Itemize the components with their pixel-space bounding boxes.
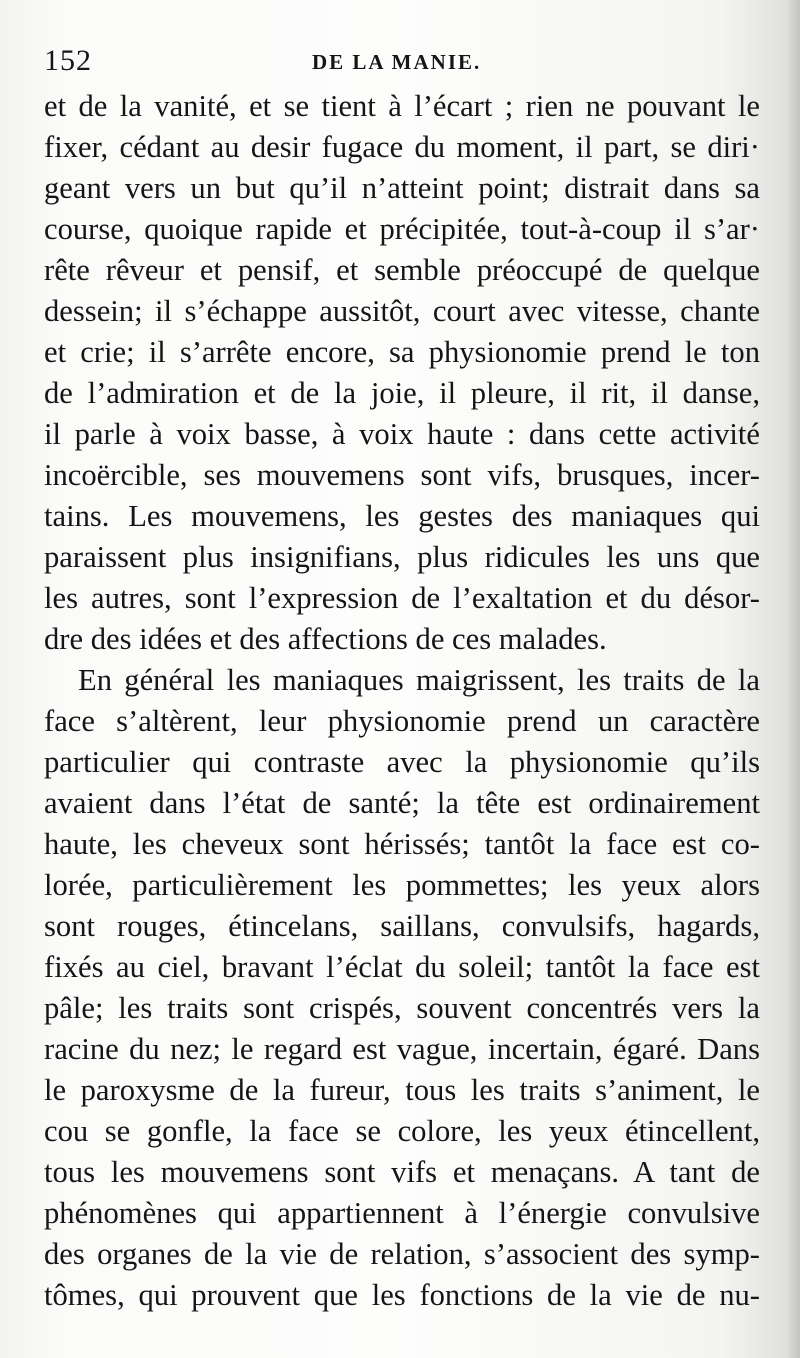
text-line: et crie; il s’arrête encore, sa physionomie prend le ton: [44, 335, 760, 369]
text-line: tous les mouvemens sont vifs et menaçans. A tant de: [44, 1155, 760, 1189]
text-line: dre des idées et des affections de ces malades.: [44, 622, 607, 656]
running-title: DE LA MANIE.: [312, 50, 482, 74]
text-line: haute, les cheveux sont hérissés; tantôt la face est co-: [44, 827, 760, 861]
text-line: particulier qui contraste avec la physionomie qu’ils: [44, 745, 760, 779]
text-line: de l’admiration et de la joie, il pleure, il rit, il danse,: [44, 376, 760, 410]
text-line: fixer, cédant au desir fugace du moment, il part, se diri·: [44, 130, 760, 164]
text-line: phénomènes qui appartiennent à l’énergie convulsive: [44, 1196, 760, 1230]
text-line: sont rouges, étincelans, saillans, convulsifs, hagards,: [44, 909, 760, 943]
paragraph-1: [44, 86, 760, 660]
body-text: [44, 86, 760, 1316]
text-line: dessein; il s’échappe aussitôt, court avec vitesse, chante: [44, 294, 760, 328]
paragraph-2: [44, 660, 760, 1316]
text-line: des organes de la vie de relation, s’associent des symp-: [44, 1237, 760, 1271]
text-line: rête rêveur et pensif, et semble préoccupé de quelque: [44, 253, 760, 287]
text-line: tains. Les mouvemens, les gestes des maniaques qui: [44, 499, 760, 533]
text-line: fixés au ciel, bravant l’éclat du soleil; tantôt la face est: [44, 950, 760, 984]
text-line: et de la vanité, et se tient à l’écart ; rien ne pouvant le: [44, 89, 760, 123]
text-line: course, quoique rapide et précipitée, tout-à-coup il s’ar·: [44, 212, 760, 246]
text-line: avaient dans l’état de santé; la tête est ordinairement: [44, 786, 760, 820]
text-line: cou se gonfle, la face se colore, les yeux étincellent,: [44, 1114, 760, 1148]
text-line: les autres, sont l’expression de l’exaltation et du désor-: [44, 581, 760, 615]
running-head: [44, 44, 760, 78]
text-line: racine du nez; le regard est vague, incertain, égaré. Dans: [44, 1032, 760, 1066]
text-line: En général les maniaques maigrissent, les traits de la: [78, 663, 760, 697]
text-line: face s’altèrent, leur physionomie prend un caractère: [44, 704, 760, 738]
page-edge-shadow: [786, 0, 800, 1358]
text-line: le paroxysme de la fureur, tous les traits s’animent, le: [44, 1073, 760, 1107]
text-line: geant vers un but qu’il n’atteint point; distrait dans sa: [44, 171, 760, 205]
text-line: paraissent plus insignifians, plus ridicules les uns que: [44, 540, 760, 574]
text-line: pâle; les traits sont crispés, souvent concentrés vers la: [44, 991, 760, 1025]
page-number: 152: [44, 44, 92, 77]
text-line: tômes, qui prouvent que les fonctions de la vie de nu-: [44, 1278, 760, 1312]
text-line: il parle à voix basse, à voix haute : dans cette activité: [44, 417, 760, 451]
text-line: lorée, particulièrement les pommettes; les yeux alors: [44, 868, 760, 902]
text-line: incoërcible, ses mouvemens sont vifs, brusques, incer-: [44, 458, 760, 492]
